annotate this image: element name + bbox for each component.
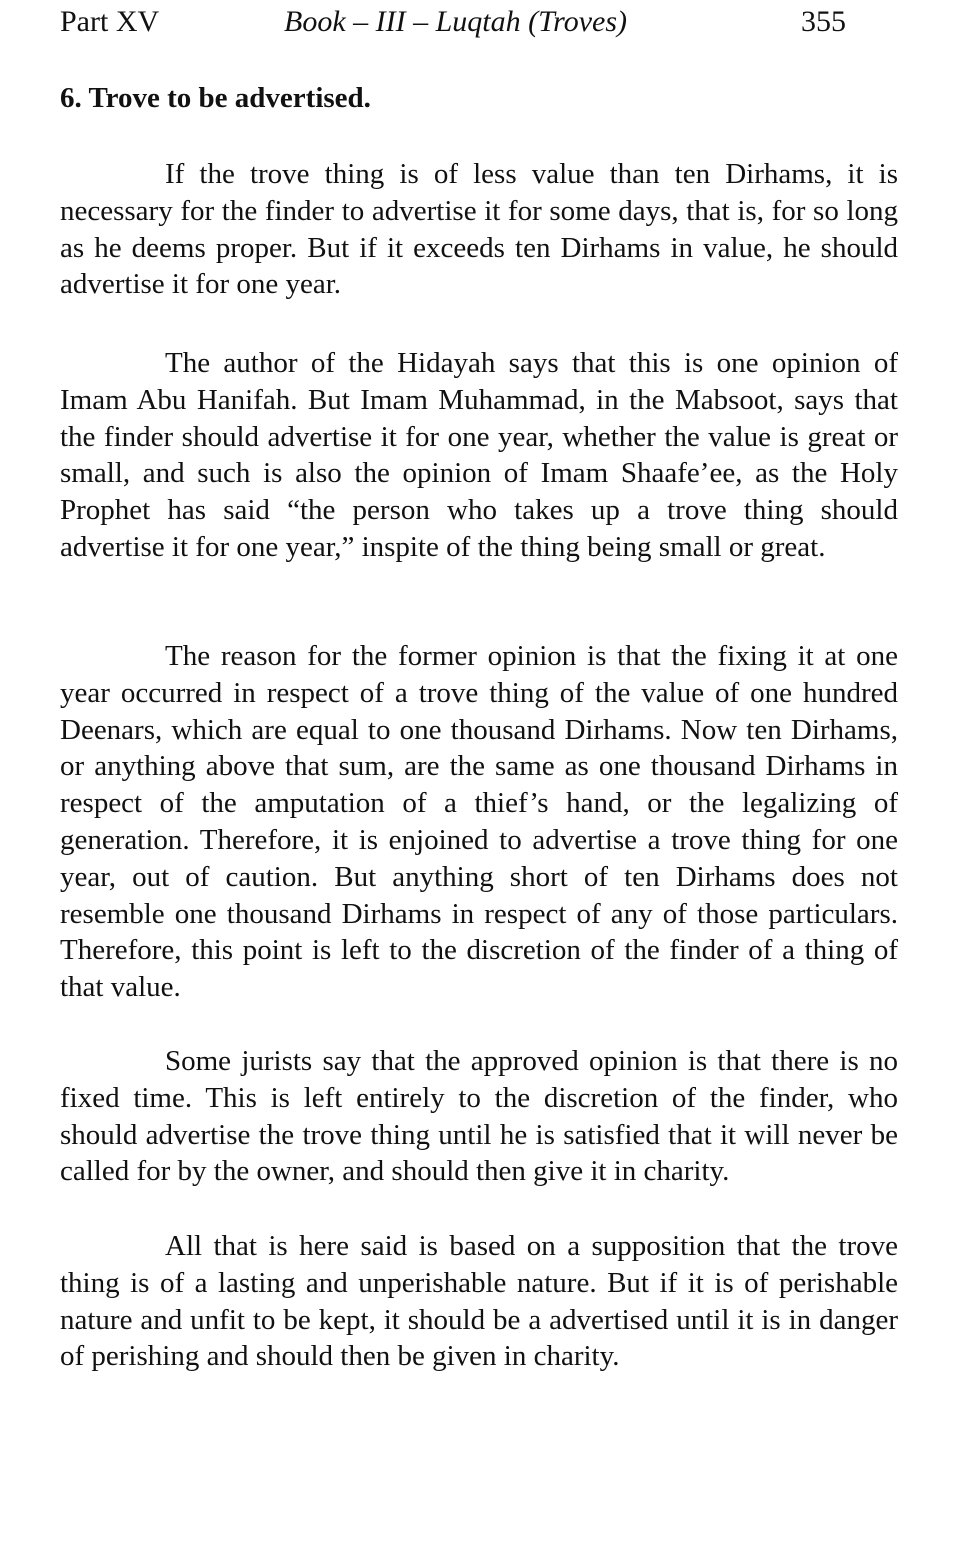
- paragraph: If the trove thing is of less value than ten Dirhams, it is necessary for the finder to advertise it for some days, that is, for so long as he deems proper. But if it exceeds ten Dirhams in value, he should advertise it for one year.: [60, 158, 898, 301]
- paragraph: Some jurists say that the approved opinion is that there is no fixed time. This is left entirely to the discretion of the finder, who should advertise the trove thing until he is satisfied that it will never be called for by the owner, and should then give it in charity.: [60, 1045, 898, 1188]
- page-number: 355: [801, 5, 846, 38]
- running-header: [60, 4, 898, 44]
- paragraph: All that is here said is based on a supposition that the trove thing is of a lasting and unperishable nature. But if it is of perishable nature and unfit to be kept, it should be a advertised until it is in danger of perishing and should then be given in charity.: [60, 1230, 898, 1373]
- paragraph: The reason for the former opinion is that the fixing it at one year occurred in respect of a trove thing of the value of one hundred Deenars, which are equal to one thousand Dirhams. Now ten Dirhams, or anything above that sum, are the same as one thousand Dirhams in respect of the amputation of a thief’s hand, or the legalizing of generation. Therefore, it is enjoined to advertise a trove thing for one year, out of caution. But anything short of ten Dirhams does not resemble one thousand Dirhams in respect of any of those particulars. Therefore, this point is left to the discretion of the finder of a thing of that value.: [60, 640, 898, 1004]
- book-title: Book – III – Luqtah (Troves): [284, 5, 628, 38]
- part-label: Part XV: [60, 5, 160, 38]
- paragraph: The author of the Hidayah says that this is one opinion of Imam Abu Hanifah. But Imam Muhammad, in the Mabsoot, says that the finder should advertise it for one year, whether the value is great or small, and such is also the opinion of Imam Shaafe’ee, as the Holy Prophet has said “the person who takes up a trove thing should advertise it for one year,” inspite of the thing being small or great.: [60, 347, 898, 563]
- section-heading: 6. Trove to be advertised.: [60, 82, 371, 114]
